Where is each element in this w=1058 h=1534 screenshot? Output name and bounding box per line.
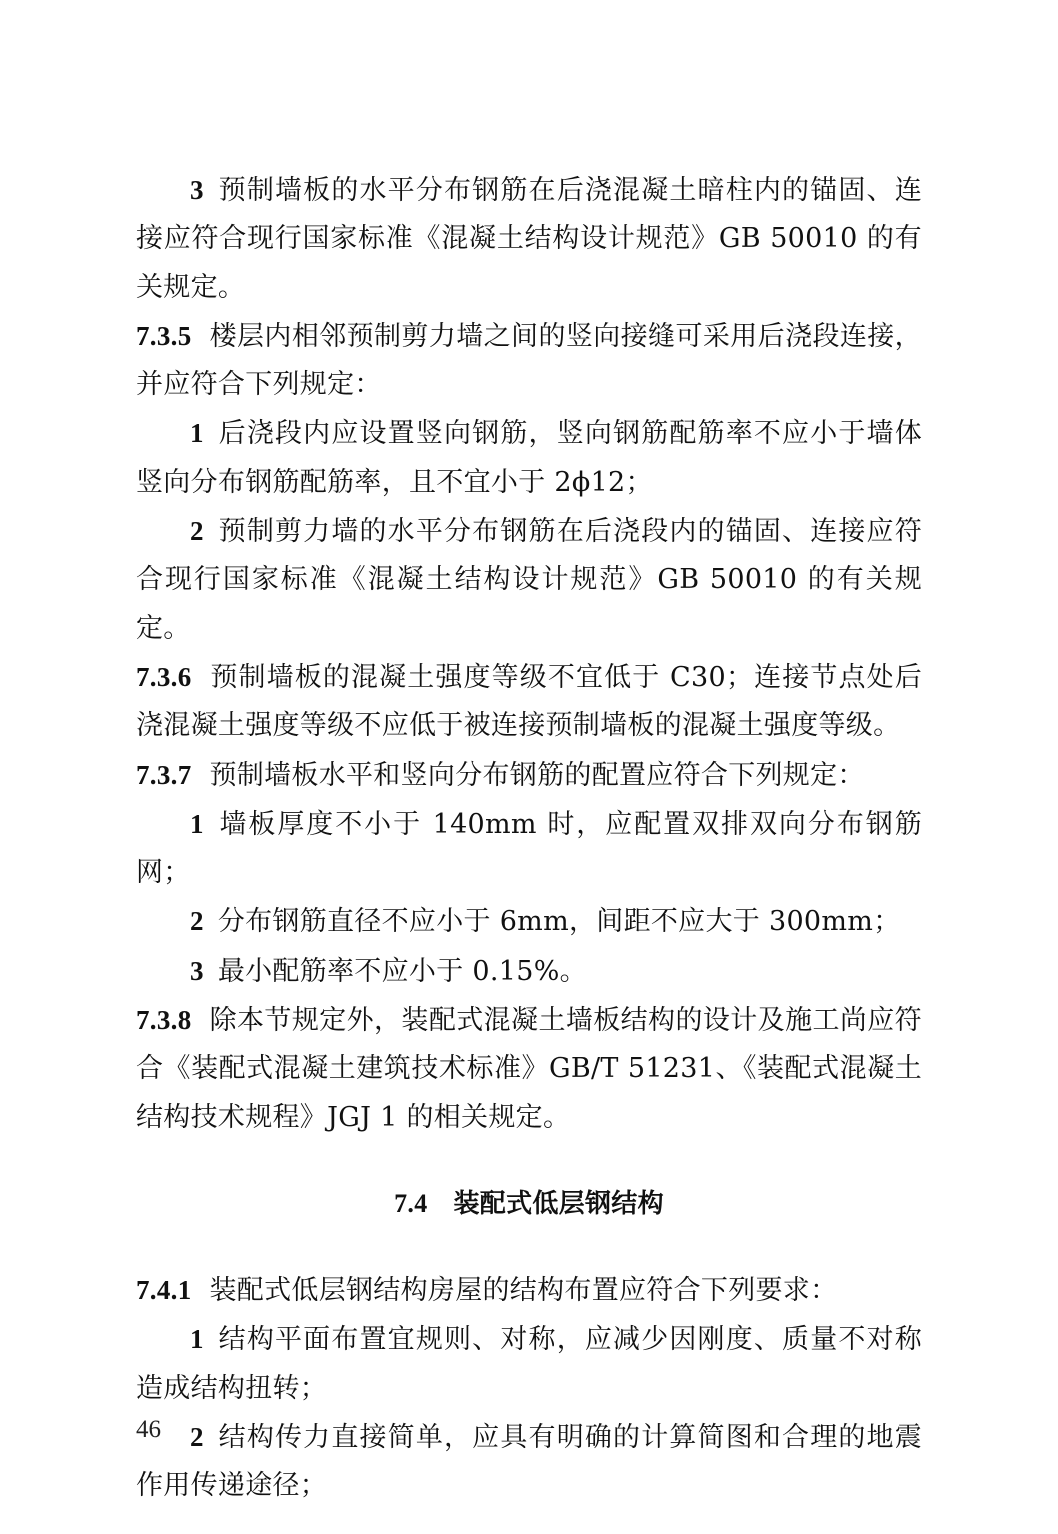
item-number: 1 <box>190 1324 204 1355</box>
item-paragraph <box>136 800 922 898</box>
clause-text: 预制墙板水平和竖向分布钢筋的配置应符合下列规定： <box>209 759 865 791</box>
item-text: 后浇段内应设置竖向钢筋，竖向钢筋配筋率不应小于墙体竖向分布钢筋配筋率，且不宜小于 2ϕ12； <box>136 418 922 498</box>
clause-text: 楼层内相邻预制剪力墙之间的竖向接缝可采用后浇段连接，并应符合下列规定： <box>136 320 922 401</box>
clause-paragraph <box>136 1266 922 1315</box>
item-paragraph <box>136 897 922 946</box>
clause-number: 7.3.6 <box>136 661 192 692</box>
clause-text: 装配式低层钢结构房屋的结构布置应符合下列要求： <box>209 1274 838 1306</box>
item-text: 分布钢筋直径不应小于 6mm，间距不应大于 300mm； <box>217 906 901 938</box>
item-number: 2 <box>190 516 204 547</box>
item-number: 3 <box>190 175 204 205</box>
item-text: 结构传力直接简单，应具有明确的计算简图和合理的地震作用传递途径； <box>136 1421 922 1502</box>
item-number: 1 <box>190 808 204 839</box>
section-heading <box>136 1180 922 1228</box>
item-text: 最小配筋率不应小于 0.15%。 <box>217 955 587 987</box>
item-paragraph <box>136 409 922 507</box>
body-text <box>136 166 922 1510</box>
item-number: 1 <box>190 418 204 449</box>
clause-paragraph <box>136 312 922 410</box>
clause-number: 7.3.7 <box>136 759 192 790</box>
section-title: 装配式低层钢结构 <box>453 1188 664 1219</box>
item-paragraph <box>136 1315 922 1413</box>
item-text: 墙板厚度不小于 140mm 时，应配置双排双向分布钢筋网； <box>136 808 922 889</box>
clause-number: 7.3.5 <box>136 320 192 351</box>
item-number: 2 <box>190 906 204 937</box>
clause-paragraph <box>136 653 922 751</box>
item-text: 结构平面布置宜规则、对称，应减少因刚度、质量不对称造成结构扭转； <box>136 1324 922 1404</box>
clause-text: 预制墙板的混凝土强度等级不宜低于 C30；连接节点处后浇混凝土强度等级不应低于被连接预制墙板的混凝土强度等级。 <box>136 661 922 742</box>
item-number: 3 <box>190 955 204 986</box>
clause-paragraph <box>136 996 922 1142</box>
item-text: 预制墙板的水平分布钢筋在后浇混凝土暗柱内的锚固、连接应符合现行国家标准《混凝土结构设计规范》GB 50010 的有关规定。 <box>136 175 922 303</box>
item-number: 2 <box>190 1421 204 1452</box>
item-text: 预制剪力墙的水平分布钢筋在后浇段内的锚固、连接应符合现行国家标准《混凝土结构设计规范》GB 50010 的有关规定。 <box>136 516 922 644</box>
clause-paragraph <box>136 751 922 800</box>
clause-text: 除本节规定外，装配式混凝土墙板结构的设计及施工尚应符合《装配式混凝土建筑技术标准》GB/T 51231、《装配式混凝土结构技术规程》JGJ 1 的相关规定。 <box>136 1005 922 1133</box>
clause-number: 7.3.8 <box>136 1005 192 1036</box>
item-paragraph <box>136 947 922 996</box>
page-number: 46 <box>136 1416 161 1443</box>
section-number: 7.4 <box>394 1188 428 1218</box>
item-paragraph <box>136 166 922 312</box>
item-paragraph <box>136 1413 922 1511</box>
item-paragraph <box>136 507 922 653</box>
clause-number: 7.4.1 <box>136 1274 192 1305</box>
